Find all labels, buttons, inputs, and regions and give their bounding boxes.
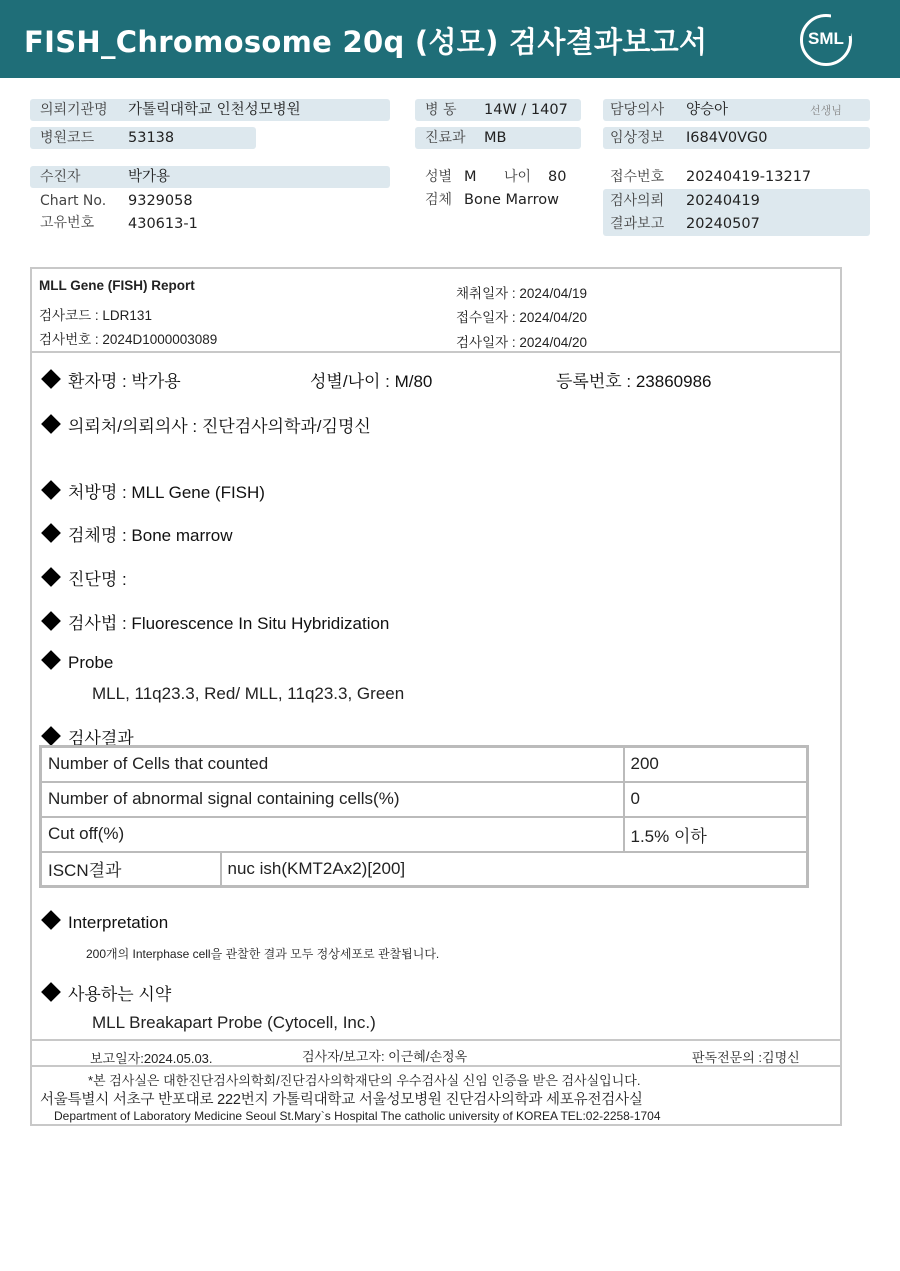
result-value: 0 bbox=[624, 782, 808, 817]
dept-label: 진료과 bbox=[425, 130, 466, 146]
result-label: Cut off(%) bbox=[41, 817, 624, 852]
age-value: 80 bbox=[548, 169, 567, 185]
divider bbox=[32, 1065, 840, 1067]
iscn-label: ISCN결과 bbox=[41, 852, 221, 887]
page-title: FISH_Chromosome 20q (성모) 검사결과보고서 bbox=[24, 25, 708, 59]
specialist: 판독전문의 :김명신 bbox=[692, 1050, 800, 1065]
diagnosis-line: 진단명 : bbox=[40, 565, 127, 590]
report-label: 결과보고 bbox=[610, 216, 665, 232]
table-row bbox=[41, 817, 808, 852]
patient-row bbox=[30, 166, 390, 188]
unique-value: 430613-1 bbox=[128, 216, 198, 232]
patient-label: 수진자 bbox=[40, 169, 81, 185]
reg-no-line: 등록번호 : 23860986 bbox=[556, 372, 712, 391]
prescription-line: 처방명 : MLL Gene (FISH) bbox=[40, 478, 265, 503]
report-code: 검사코드 : LDR131 bbox=[39, 308, 152, 323]
result-label: Number of abnormal signal containing cells(%) bbox=[41, 782, 624, 817]
report-frame bbox=[30, 267, 842, 1126]
ward-label: 병 동 bbox=[425, 102, 457, 118]
request-value: 20240419 bbox=[686, 193, 760, 209]
reagent-text: MLL Breakapart Probe (Cytocell, Inc.) bbox=[92, 1013, 376, 1032]
method-line: 검사법 : Fluorescence In Situ Hybridization bbox=[40, 609, 389, 634]
specimen-line: 검체명 : Bone marrow bbox=[40, 521, 233, 546]
logo-text: SML bbox=[808, 29, 844, 48]
receive-date: 접수일자 : 2024/04/20 bbox=[456, 310, 587, 325]
result-title: 검사결과 bbox=[40, 724, 134, 749]
result-label: Number of Cells that counted bbox=[41, 747, 624, 782]
report-header bbox=[32, 269, 840, 353]
hospital-code-value: 53138 bbox=[128, 130, 175, 146]
unique-label: 고유번호 bbox=[40, 215, 95, 231]
doctor-label: 담당의사 bbox=[610, 102, 665, 118]
result-table bbox=[39, 745, 809, 888]
examiner: 검사자/보고자: 이근혜/손정옥 bbox=[302, 1049, 468, 1064]
table-row bbox=[41, 782, 808, 817]
sml-logo bbox=[800, 14, 852, 66]
result-value: 200 bbox=[624, 747, 808, 782]
institution-label: 의뢰기관명 bbox=[40, 102, 108, 118]
divider bbox=[32, 1039, 840, 1041]
test-date: 검사일자 : 2024/04/20 bbox=[456, 335, 587, 350]
probe-title: Probe bbox=[40, 653, 113, 673]
table-row bbox=[41, 747, 808, 782]
result-value: 1.5% 이하 bbox=[624, 817, 808, 852]
report-number: 검사번호 : 2024D1000003089 bbox=[39, 332, 218, 347]
referrer-line: 의뢰처/의뢰의사 : 진단검사의학과/김명신 bbox=[40, 412, 371, 437]
specimen-label: 검체 bbox=[425, 192, 453, 208]
chart-label: Chart No. bbox=[40, 193, 107, 209]
table-row bbox=[41, 852, 808, 887]
receipt-label: 접수번호 bbox=[610, 169, 665, 185]
certification-text: *본 검사실은 대한진단검사의학회/진단검사의학재단의 우수검사실 신임 인증을 받은 검사실입니다. bbox=[88, 1073, 641, 1088]
reagent-title: 사용하는 시약 bbox=[40, 980, 171, 1005]
header-bar bbox=[0, 0, 900, 78]
dept-en-text: Department of Laboratory Medicine Seoul St.Mary`s Hospital The catholic university of KOREA TEL:02-2258-1704 bbox=[54, 1109, 661, 1123]
age-label: 나이 bbox=[504, 169, 532, 185]
ward-value: 14W / 1407 bbox=[484, 102, 568, 118]
clinical-label: 임상정보 bbox=[610, 130, 665, 146]
patient-value: 박가용 bbox=[128, 169, 171, 185]
doctor-suffix: 선생님 bbox=[810, 104, 842, 117]
doctor-value: 양승아 bbox=[686, 102, 729, 118]
receipt-value: 20240419-13217 bbox=[686, 169, 812, 185]
sex-value: M bbox=[464, 169, 477, 185]
clinical-value: I684V0VG0 bbox=[686, 130, 768, 146]
institution-value: 가톨릭대학교 인천성모병원 bbox=[128, 102, 301, 118]
interp-text: 200개의 Interphase cell을 관찰한 결과 모두 정상세포로 관찰됩니다. bbox=[86, 947, 440, 961]
dept-value: MB bbox=[484, 130, 507, 146]
specimen-value: Bone Marrow bbox=[464, 192, 560, 208]
request-label: 검사의뢰 bbox=[610, 193, 665, 209]
probe-text: MLL, 11q23.3, Red/ MLL, 11q23.3, Green bbox=[92, 684, 405, 703]
hospital-code-label: 병원코드 bbox=[40, 130, 95, 146]
report-date: 보고일자:2024.05.03. bbox=[90, 1051, 213, 1066]
chart-value: 9329058 bbox=[128, 193, 193, 209]
iscn-value: nuc ish(KMT2Ax2)[200] bbox=[221, 852, 808, 887]
sex-age-line: 성별/나이 : M/80 bbox=[310, 372, 433, 391]
address-text: 서울특별시 서초구 반포대로 222번지 가톨릭대학교 서울성모병원 진단검사의학과 세포유전검사실 bbox=[40, 1092, 643, 1108]
interp-title: Interpretation bbox=[40, 913, 168, 933]
report-value: 20240507 bbox=[686, 216, 760, 232]
report-name: MLL Gene (FISH) Report bbox=[39, 278, 195, 293]
sex-label: 성별 bbox=[425, 169, 453, 185]
patient-line: 환자명 : 박가용 bbox=[40, 367, 181, 392]
collect-date: 채취일자 : 2024/04/19 bbox=[456, 286, 587, 301]
